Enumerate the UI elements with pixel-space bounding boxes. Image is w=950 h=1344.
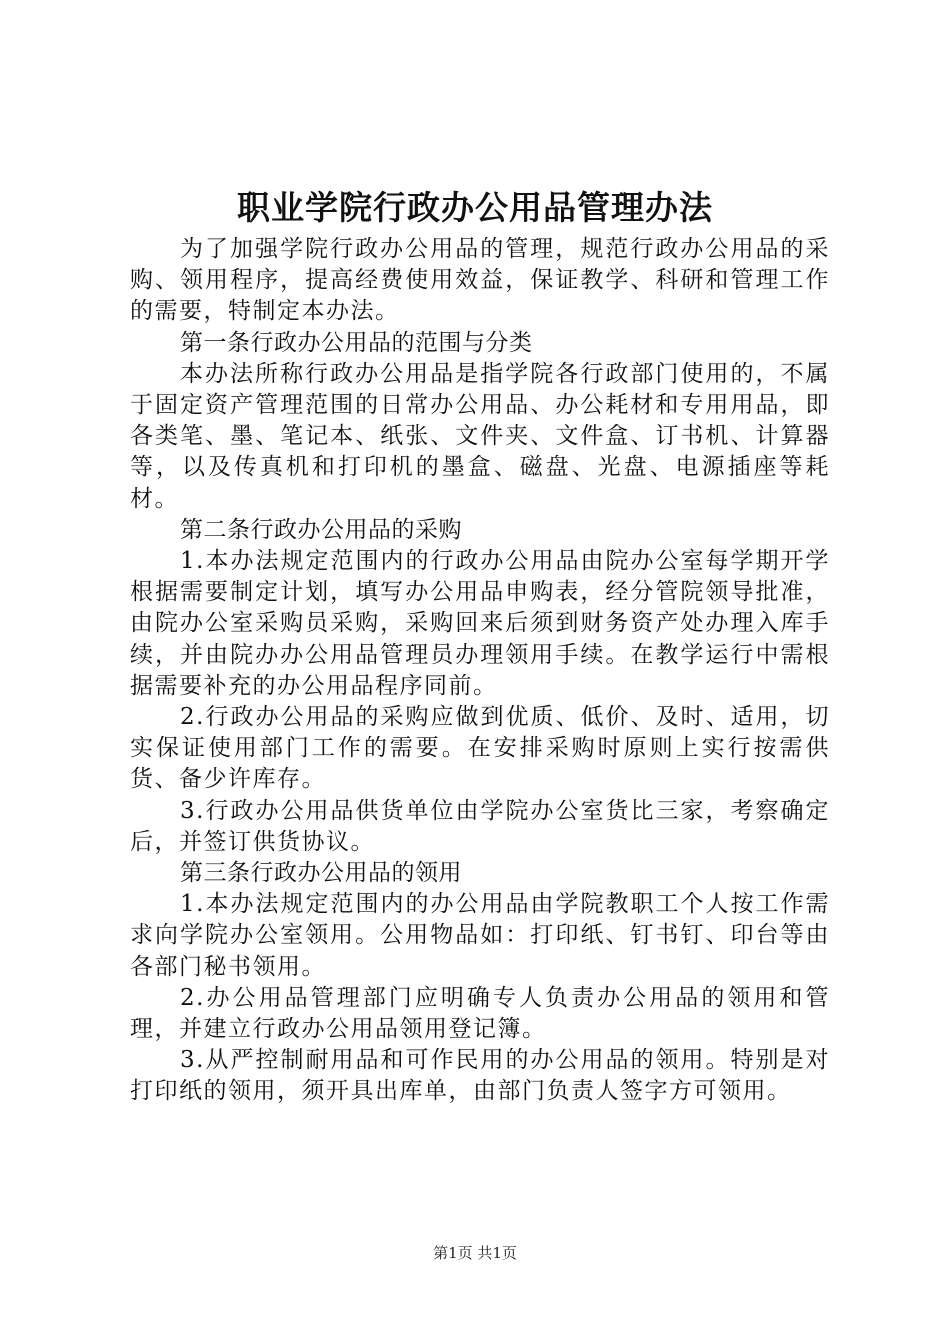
article-1-heading: 第一条行政办公用品的范围与分类 <box>180 329 533 356</box>
document-title: 职业学院行政办公用品管理办法 <box>237 188 713 227</box>
document-body <box>130 234 830 1108</box>
article-1-paragraph: 本办法所称行政办公用品是指学院各行政部门使用的，不属于固定资产管理范围的日常办公用品、办公耗材和专用用品，即各类笔、墨、笔记本、纸张、文件夹、文件盒、订书机、计算器等，以及传真机和打印机的墨盒、磁盘、光盘、电源插座等耗材。 <box>130 360 830 512</box>
article-2-item-2: 2.行政办公用品的采购应做到优质、低价、及时、适用，切实保证使用部门工作的需要。在安排采购时原则上实行按需供货、备少许库存。 <box>130 704 830 793</box>
article-3-heading: 第三条行政办公用品的领用 <box>180 860 462 887</box>
article-2-item-3: 3.行政办公用品供货单位由学院办公室货比三家，考察确定后，并签订供货协议。 <box>130 797 830 855</box>
article-3-item-2: 2.办公用品管理部门应明确专人负责办公用品的领用和管理，并建立行政办公用品领用登记簿。 <box>130 984 830 1043</box>
intro-paragraph: 为了加强学院行政办公用品的管理，规范行政办公用品的采购、领用程序，提高经费使用效益，保证教学、科研和管理工作的需要，特制定本办法。 <box>130 236 830 325</box>
article-2-heading: 第二条行政办公用品的采购 <box>180 516 462 543</box>
article-3-item-1: 1.本办法规定范围内的办公用品由学院教职工个人按工作需求向学院办公室领用。公用物品如：打印纸、钉书钉、印台等由各部门秘书领用。 <box>130 891 830 980</box>
page-footer: 第1页 共1页 <box>433 1244 517 1262</box>
article-3-item-3: 3.从严控制耐用品和可作民用的办公用品的领用。特别是对打印纸的领用，须开具出库单，由部门负责人签字方可领用。 <box>130 1047 830 1105</box>
article-2-item-1: 1.本办法规定范围内的行政办公用品由院办公室每学期开学根据需要制定计划，填写办公用品申购表，经分管院领导批准，由院办公室采购员采购，采购回来后须到财务资产处办理入库手续，并由院办办公用品管理员办理领用手续。在教学运行中需根据需要补充的办公用品程序同前。 <box>130 548 830 699</box>
